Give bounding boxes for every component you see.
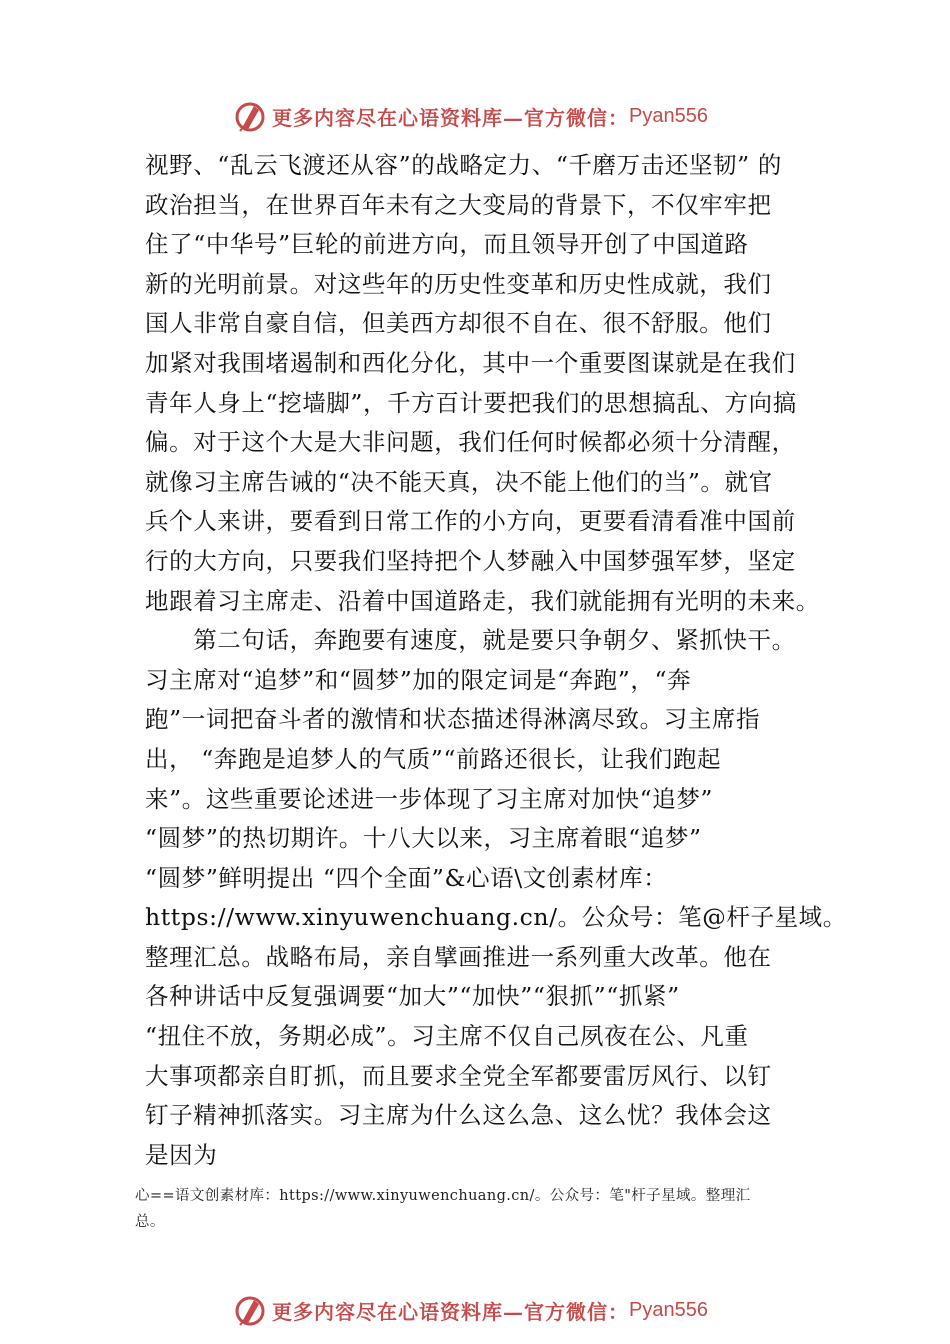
text-line: 加紧对我围堵遏制和西化分化，其中一个重要图谋就是在我们 <box>145 348 796 377</box>
text-line: 地跟着习主席走、沿着中国道路走，我们就能拥有光明的未来。 <box>145 586 820 615</box>
text-line: 青年人身上“挖墙脚”，千方百计要把我们的思想搞乱、方向搞 <box>145 388 797 417</box>
text-line: 大事项都亲自盯抓，而且要求全党全军都要雷厉风行、以钉 <box>145 1061 772 1090</box>
text-line: 住了“中华号”巨轮的前进方向，而且领导开创了中国道路 <box>145 230 749 259</box>
text-line: 偏。对于这个大是大非问题，我们任何时候都必须十分清醒， <box>145 428 796 457</box>
footnote-line: 心==语文创素材库：https://www.xinyuwenchuang.cn/。公众号：笔"杆子星域。整理汇 <box>135 1188 751 1204</box>
text-line: 各种讲话中反复强调要“加大”“加快”“狠抓”“抓紧” <box>145 982 680 1011</box>
banner-text: 更多内容尽在心语资料库—官方微信： <box>272 1299 629 1324</box>
text-line: 新的光明前景。对这些年的历史性变革和历史性成就，我们 <box>145 269 772 298</box>
text-line: 钉子精神抓落实。习主席为什么这么急、这么忧？我体会这 <box>145 1101 772 1130</box>
text-line: “扭住不放，务期必成”。习主席不仅自己夙夜在公、凡重 <box>145 1022 749 1051</box>
header-banner <box>0 96 950 136</box>
footnote <box>135 1183 825 1235</box>
text-line: 就像习主席告诫的“决不能天真，决不能上他们的当”。就官 <box>145 467 773 496</box>
text-line: 跑”一词把奋斗者的激情和状态描述得淋漓尽致。习主席指 <box>145 705 761 734</box>
text-line: 来”。这些重要论述进一步体现了习主席对加快“追梦” <box>145 784 714 813</box>
document-body <box>145 146 847 1175</box>
text-line: 第二句话，奔跑要有速度，就是要只争朝夕、紧抓快干。 <box>145 626 796 655</box>
banner-wechat-id: Pyan556 <box>629 104 708 127</box>
text-line: 政治担当，在世界百年未有之大变局的背景下，不仅牢牢把 <box>145 190 772 219</box>
text-line: https://www.xinyuwenchuang.cn/。公众号：笔@杆子星域。 <box>145 903 847 932</box>
pen-nib-logo-icon <box>232 1292 268 1328</box>
text-line: 习主席对“追梦”和“圆梦”加的限定词是“奔跑”，“奔 <box>145 665 692 694</box>
text-line: “圆梦”的热切期许。十八大以来，习主席着眼“追梦” <box>145 824 702 853</box>
text-line: 整理汇总。战略布局，亲自擘画推进一系列重大改革。他在 <box>145 942 772 971</box>
text-line: “圆梦”鲜明提出 “四个全面”&心语\文创素材库： <box>145 863 668 892</box>
footnote-line: 总。 <box>135 1214 165 1230</box>
pen-nib-logo-icon <box>232 98 268 134</box>
text-line: 出， “奔跑是追梦人的气质”“前路还很长，让我们跑起 <box>145 744 722 773</box>
footer-banner <box>0 1290 950 1330</box>
text-line: 是因为 <box>145 1140 218 1169</box>
text-line: 兵个人来讲，要看到日常工作的小方向，更要看清看准中国前 <box>145 507 796 536</box>
banner-text: 更多内容尽在心语资料库—官方微信： <box>272 105 629 130</box>
text-line: 国人非常自豪自信，但美西方却很不自在、很不舒服。他们 <box>145 309 772 338</box>
text-line: 行的大方向，只要我们坚持把个人梦融入中国梦强军梦，坚定 <box>145 546 796 575</box>
text-line: 视野、“乱云飞渡还从容”的战略定力、“千磨万击还坚韧” 的 <box>145 151 782 179</box>
banner-wechat-id: Pyan556 <box>629 1298 708 1321</box>
